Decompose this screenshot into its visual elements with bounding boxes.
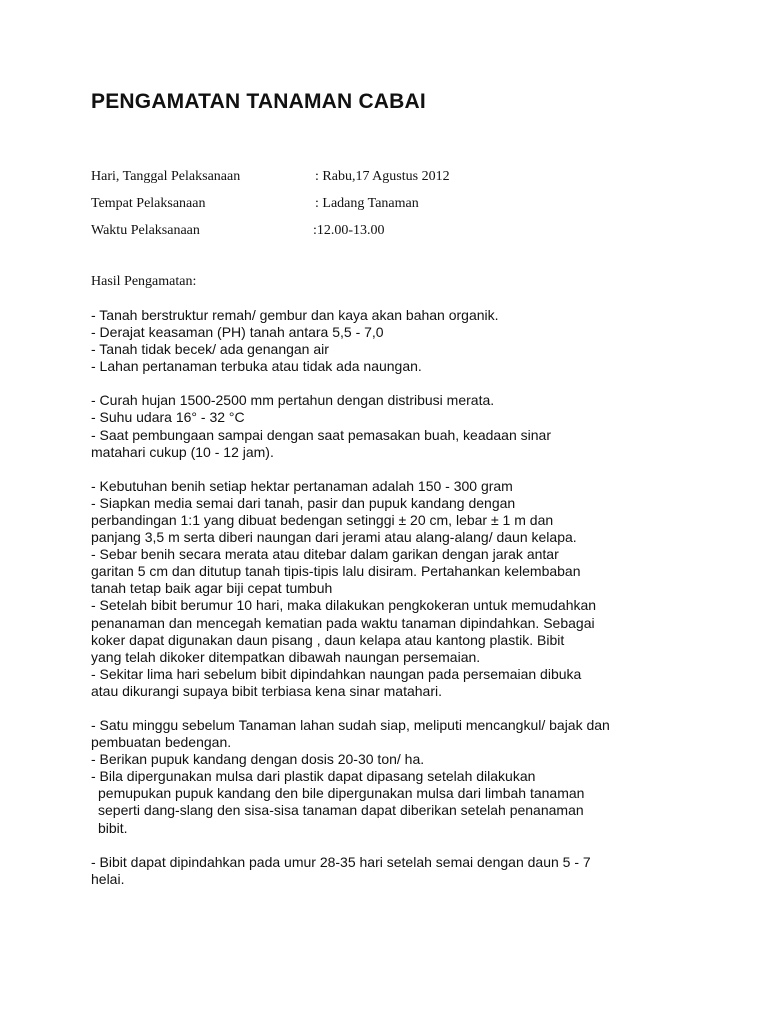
- paragraph-line: - Kebutuhan benih setiap hektar pertanaman adalah 150 - 300 gram: [91, 477, 513, 494]
- paragraph-line: matahari cukup (10 - 12 jam).: [91, 443, 274, 460]
- paragraph-line: - Berikan pupuk kandang dengan dosis 20-30 ton/ ha.: [91, 751, 425, 768]
- paragraph-line: - Sekitar lima hari sebelum bibit dipindahkan naungan pada persemaian dibuka: [91, 665, 582, 682]
- paragraph-line: pemupukan pupuk kandang den bile dipergunakan mulsa dari limbah tanaman: [98, 785, 585, 802]
- meta-value-place: : Ladang Tanaman: [315, 196, 419, 211]
- paragraph-line: - Bibit dapat dipindahkan pada umur 28-35 hari setelah semai dengan daun 5 - 7: [91, 853, 591, 870]
- paragraph-line: - Suhu udara 16° - 32 °C: [91, 409, 245, 426]
- meta-value-time: :12.00-13.00: [313, 223, 385, 238]
- paragraph-line: - Curah hujan 1500-2500 mm pertahun dengan distribusi merata.: [91, 392, 495, 409]
- observation-paragraph: [91, 307, 671, 375]
- paragraph-line: - Bila dipergunakan mulsa dari plastik dapat dipasang setelah dilakukan: [91, 768, 536, 785]
- paragraph-line: - Tanah tidak becek/ ada genangan air: [91, 341, 329, 358]
- results-heading: Hasil Pengamatan:: [91, 274, 197, 289]
- paragraph-line: helai.: [91, 870, 125, 887]
- paragraph-line: tanah tetap baik agar biji cepat tumbuh: [91, 580, 333, 597]
- meta-label-date: Hari, Tanggal Pelaksanaan: [91, 169, 241, 184]
- meta-label-time: Waktu Pelaksanaan: [91, 223, 200, 238]
- document-title: PENGAMATAN TANAMAN CABAI: [91, 90, 426, 113]
- paragraph-line: - Sebar benih secara merata atau ditebar dalam garikan dengan jarak antar: [91, 546, 559, 563]
- meta-label-place: Tempat Pelaksanaan: [91, 196, 206, 211]
- paragraph-line: - Derajat keasaman (PH) tanah antara 5,5 - 7,0: [91, 324, 384, 341]
- paragraph-line: pembuatan bedengan.: [91, 734, 232, 751]
- meta-value-date: : Rabu,17 Agustus 2012: [315, 169, 450, 184]
- paragraph-line: koker dapat digunakan daun pisang , daun kelapa atau kantong plastik. Bibit: [91, 631, 565, 648]
- paragraph-line: garitan 5 cm dan ditutup tanah tipis-tipis lalu disiram. Pertahankan kelembaban: [91, 563, 581, 580]
- paragraph-line: yang telah dikoker ditempatkan dibawah naungan persemaian.: [91, 648, 481, 665]
- paragraph-line: penanaman dan mencegah kematian pada waktu tanaman dipindahkan. Sebagai: [91, 614, 595, 631]
- paragraph-line: - Tanah berstruktur remah/ gembur dan kaya akan bahan organik.: [91, 307, 499, 323]
- observation-paragraph: [91, 478, 671, 700]
- paragraph-line: bibit.: [98, 819, 128, 836]
- paragraph-line: perbandingan 1:1 yang dibuat bedengan setinggi ± 20 cm, lebar ± 1 m dan: [91, 511, 554, 528]
- observation-paragraph: [91, 392, 671, 460]
- paragraph-line: - Setelah bibit berumur 10 hari, maka dilakukan pengkokeran untuk memudahkan: [91, 597, 597, 614]
- paragraph-line: atau dikurangi supaya bibit terbiasa kena sinar matahari.: [91, 682, 442, 699]
- observation-paragraph: [91, 854, 671, 888]
- paragraph-line: - Satu minggu sebelum Tanaman lahan sudah siap, meliputi mencangkul/ bajak dan: [91, 716, 610, 733]
- paragraph-line: - Siapkan media semai dari tanah, pasir dan pupuk kandang dengan: [91, 494, 516, 511]
- paragraph-line: seperti dang-slang den sisa-sisa tanaman dapat diberikan setelah penanaman: [98, 802, 584, 819]
- paragraph-line: - Saat pembungaan sampai dengan saat pemasakan buah, keadaan sinar: [91, 426, 551, 443]
- paragraph-line: panjang 3,5 m serta diberi naungan dari jerami atau alang-alang/ daun kelapa.: [91, 529, 577, 546]
- observation-paragraph: [91, 717, 671, 837]
- observation-results: [91, 307, 671, 905]
- paragraph-line: - Lahan pertanaman terbuka atau tidak ada naungan.: [91, 358, 422, 375]
